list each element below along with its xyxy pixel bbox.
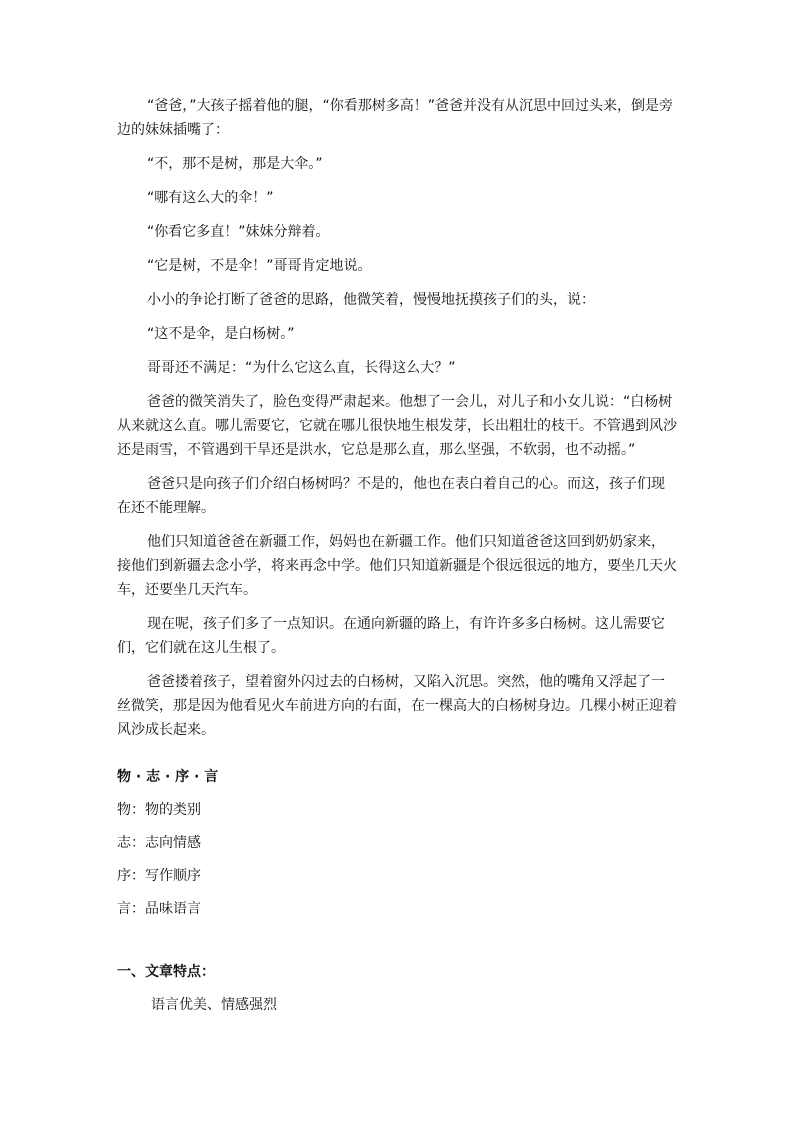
story-text [117, 94, 677, 752]
paragraph: “你看它多直！”妹妹分辩着。 [147, 224, 330, 240]
paragraph: “爸爸，”大孩子摇着他的腿，“你看那树多高！”爸爸并没有从沉思中回过头来，倒是旁边的妹妹插嘴了： [117, 98, 674, 138]
paragraph: 小小的争论打断了爸爸的思路，他微笑着，慢慢地抚摸孩子们的头，说： [147, 292, 595, 308]
paragraph: “它是树，不是伞！”哥哥肯定地说。 [147, 258, 372, 274]
paragraph: 爸爸只是向孩子们介绍白杨树吗？不是的，他也在表白着自己的心。而这，孩子们现在还不能理解。 [117, 476, 665, 516]
paragraph: 爸爸的微笑消失了，脸色变得严肃起来。他想了一会儿，对儿子和小女儿说：“白杨树从来就这么直。哪儿需要它，它就在哪儿很快地生根发芽，长出粗壮的枝干。不管遇到风沙还是雨雪，不管遇到干旱还是洪水，它总是那么直，那么坚强，不软弱，也不动摇。” [117, 394, 677, 458]
paragraph: “不，那不是树，那是大伞。” [147, 156, 323, 172]
paragraph: 他们只知道爸爸在新疆工作，妈妈也在新疆工作。他们只知道爸爸这回到奶奶家来，接他们到新疆去念小学，将来再念中学。他们只知道新疆是个很远很远的地方，要坐几天火车，还要坐几天汽车。 [117, 534, 677, 598]
features-text: 语言优美、情感强烈 [151, 997, 277, 1013]
paragraph: 爸爸搂着孩子，望着窗外闪过去的白杨树，又陷入沉思。突然，他的嘴角又浮起了一丝微笑，那是因为他看见火车前进方向的右面，在一棵高大的白杨树身边。几棵小树正迎着风沙成长起来。 [117, 674, 677, 738]
paragraph: “这不是伞，是白杨树。” [147, 326, 295, 342]
outline-heading: 物 · 志 · 序 · 言 [117, 769, 219, 785]
paragraph: 哥哥还不满足：“为什么它这么直，长得这么大？” [147, 360, 456, 376]
paragraph: 现在呢，孩子们多了一点知识。在通向新疆的路上，有许许多多白杨树。这儿需要它们，它们就在这儿生根了。 [117, 616, 665, 656]
paragraph: “哪有这么大的伞！” [147, 190, 274, 206]
outline-item: 言：品味语言 [117, 901, 201, 917]
outline-item: 物：物的类别 [117, 802, 201, 818]
features-section [117, 960, 677, 1017]
outline-section [117, 765, 677, 930]
outline-item: 序：写作顺序 [117, 868, 201, 884]
outline-item: 志：志向情感 [117, 835, 201, 851]
features-heading: 一、文章特点： [117, 964, 215, 980]
